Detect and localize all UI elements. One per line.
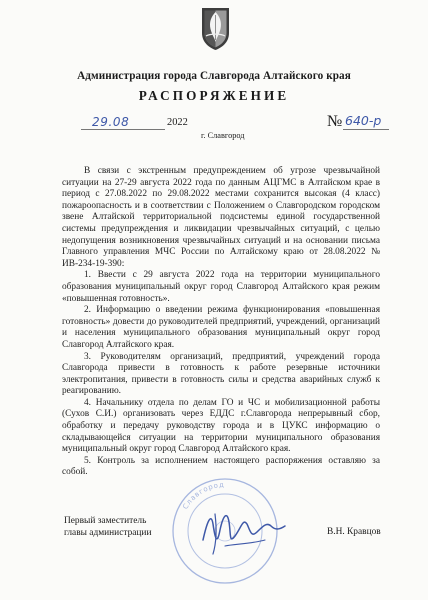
- paragraph-item-3: 3. Руководителям организаций, предприятий, учреждений города Славгорода привести в готовность к работе резервные источники электропитания, привести в готовность силы и средства аварийных служб к реагированию.: [62, 351, 380, 397]
- paragraph-item-1: 1. Ввести с 29 августа 2022 года на территории муниципального образования муниципальный округ город Славгород Алтайского края режим «повышенная готовность».: [62, 270, 380, 304]
- coat-of-arms-icon: [199, 6, 232, 51]
- signatory-name: В.Н. Кравцов: [327, 527, 381, 537]
- handwritten-signature-icon: [195, 500, 290, 558]
- paragraph-item-4: 4. Начальнику отдела по делам ГО и ЧС и мобилизационной работы (Сухов С.И.) организовать через ЕДДС г.Славгорода непрерывный сбор, обработку и передачу руководству города и в ЦУКС информацию о складывающейся ситуации на территории муниципального образования муниципальный округ город Славгород Алтайского края.: [62, 397, 380, 455]
- date-number-row: [0, 113, 428, 139]
- signatory-title: [64, 515, 151, 540]
- document-type-title: РАСПОРЯЖЕНИЕ: [138, 88, 290, 103]
- signatory-title-line-1: Первый заместитель: [64, 516, 147, 526]
- city-label: г. Славгород: [201, 131, 245, 140]
- paragraph-item-5: 5. Контроль за исполнением настоящего распоряжения оставляю за собой.: [62, 455, 380, 478]
- paragraph-preamble: В связи с экстренным предупреждением об угрозе чрезвычайной ситуации на 27-29 августа 2022 года по данным АЦГМС в Алтайском крае в период с 27.08.2022 по 29.08.2022 местами сохранится высокая (4 класс) пожароопасность и в соответствии с Положением о Славгородском городском звене Алтайской территориальной подсистемы единой государственной системы предупреждения и ликвидации чрезвычайных ситуаций, с целью недопущения возникновения чрезвычайных ситуаций и на основании письма Главного управления МЧС России по Алтайскому краю от 28.08.2022 № ИВ-234-19-390:: [62, 166, 380, 269]
- svg-text:Славгород: Славгород: [181, 480, 225, 511]
- paragraph-item-2: 2. Информацию о введении режима функционирования «повышенная готовность» довести до руководителей предприятий, учреждений, организаций и населения муниципального образования муниципальный округ город Славгород Алтайского края.: [62, 305, 380, 350]
- number-sign: №: [327, 113, 343, 130]
- handwritten-date: 29.08: [92, 115, 130, 129]
- handwritten-document-number: 640-р: [345, 113, 382, 128]
- date-underline: [81, 129, 165, 130]
- date-year: 2022: [167, 117, 188, 128]
- signatory-title-line-2: главы администрации: [64, 528, 152, 539]
- number-underline: [343, 129, 389, 130]
- document-body: [62, 166, 380, 479]
- organization-name: Администрация города Славгорода Алтайского края: [77, 70, 351, 82]
